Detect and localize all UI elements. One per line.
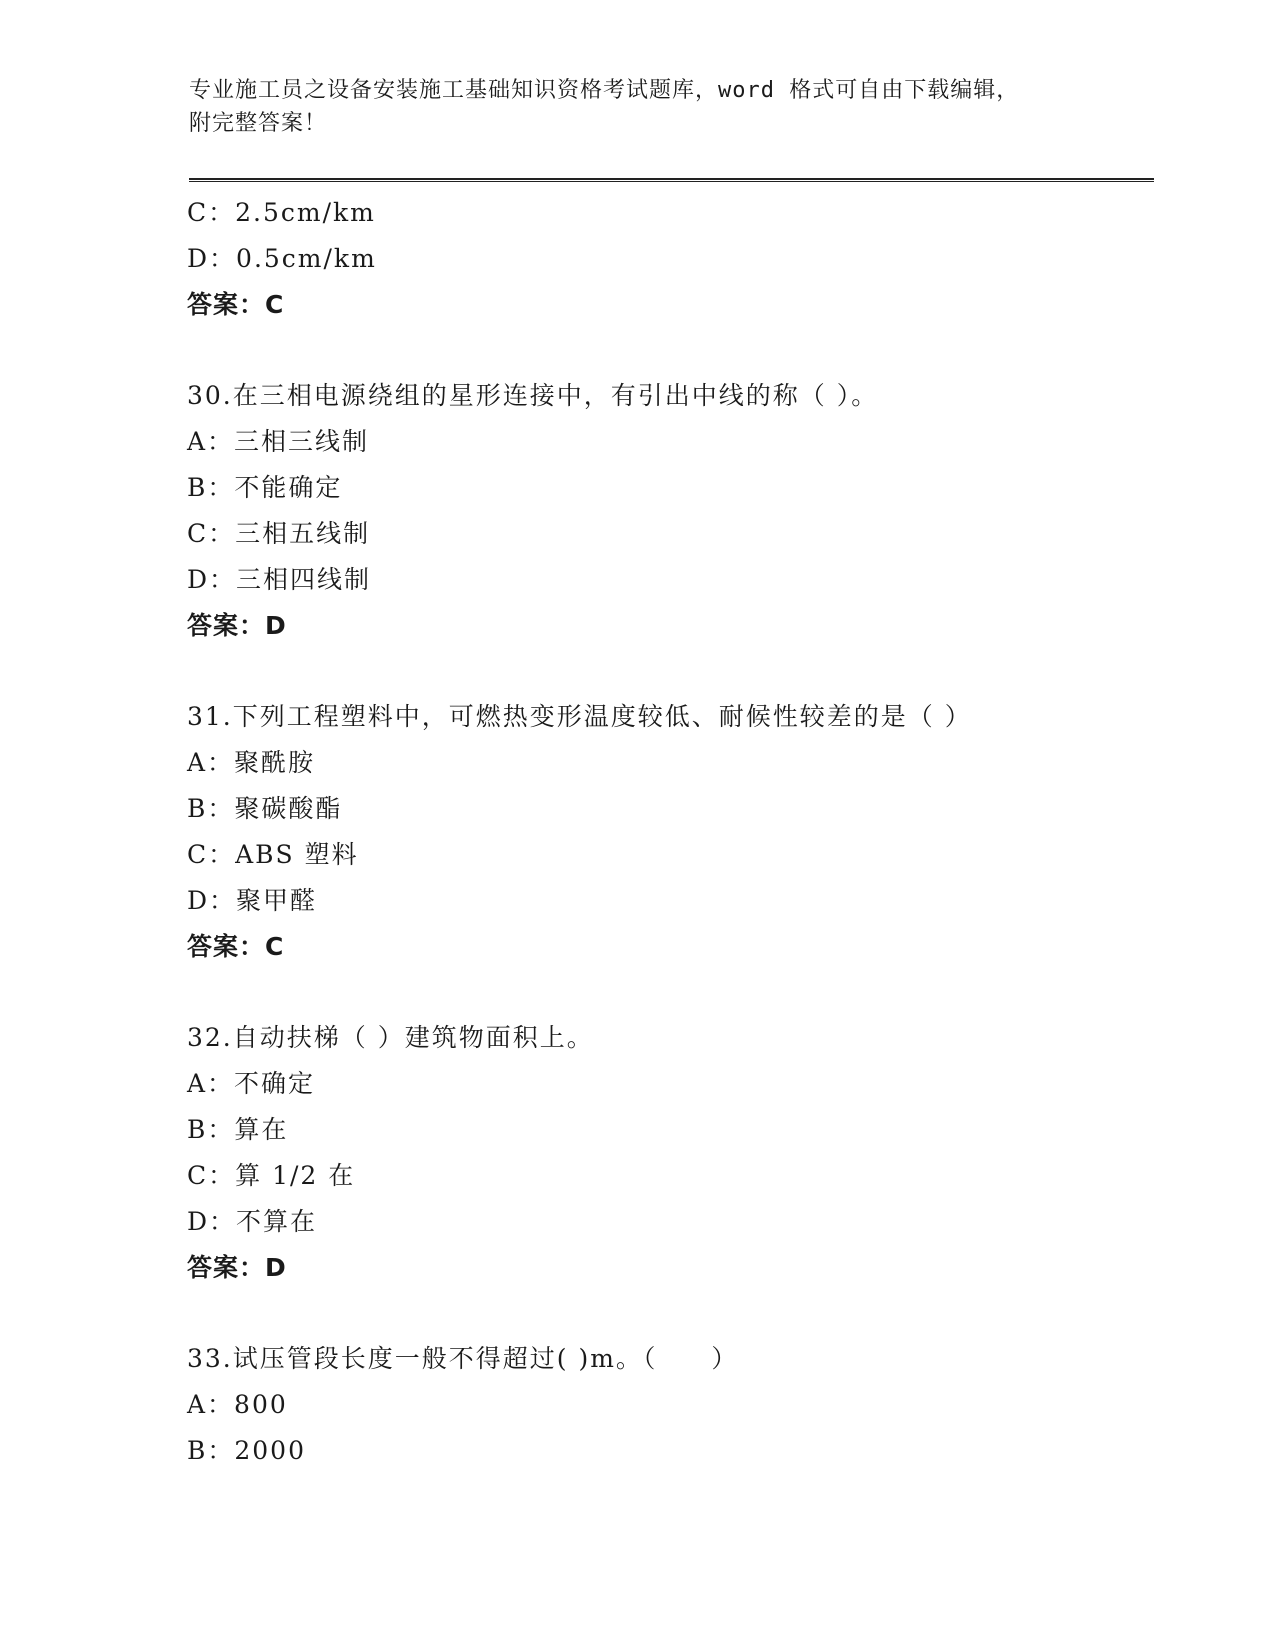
spacer (187, 970, 1147, 1015)
answer-line: 答案：D (187, 1253, 287, 1282)
header-title-line-1: 专业施工员之设备安装施工基础知识资格考试题库，word 格式可自由下载编辑， (189, 78, 1020, 103)
question-stem: 33.试压管段长度一般不得超过( )m。（ ） (187, 1344, 739, 1373)
option-b: B：2000 (187, 1436, 306, 1465)
question-stem: 31.下列工程塑料中，可燃热变形温度较低、耐候性较差的是（ ） (187, 702, 972, 731)
question-29-continued (187, 190, 1147, 328)
spacer (187, 649, 1147, 694)
spacer (187, 1291, 1147, 1336)
document-header (189, 74, 1069, 140)
option-b: B：算在 (187, 1115, 289, 1144)
option-c: C：2.5cm/km (187, 198, 376, 227)
option-a: A：聚酰胺 (187, 748, 316, 777)
option-d: D：0.5cm/km (187, 244, 377, 273)
option-a: A：不确定 (187, 1069, 316, 1098)
header-divider (189, 178, 1154, 182)
question-31 (187, 694, 1147, 970)
option-b: B：聚碳酸酯 (187, 794, 343, 823)
header-title-line-2: 附完整答案！ (189, 111, 328, 136)
question-32 (187, 1015, 1147, 1291)
answer-line: 答案：C (187, 932, 285, 961)
option-b: B：不能确定 (187, 473, 343, 502)
option-c: C：ABS 塑料 (187, 840, 359, 869)
question-stem: 32.自动扶梯（ ）建筑物面积上。 (187, 1023, 594, 1052)
spacer (187, 328, 1147, 373)
question-list (187, 190, 1147, 1474)
option-d: D：聚甲醛 (187, 886, 318, 915)
question-33 (187, 1336, 1147, 1474)
answer-line: 答案：D (187, 611, 287, 640)
option-a: A：800 (187, 1390, 288, 1419)
option-c: C：算 1/2 在 (187, 1161, 356, 1190)
question-30 (187, 373, 1147, 649)
answer-line: 答案：C (187, 290, 285, 319)
question-stem: 30.在三相电源绕组的星形连接中，有引出中线的称（ ）。 (187, 381, 879, 410)
option-c: C：三相五线制 (187, 519, 371, 548)
option-a: A：三相三线制 (187, 427, 370, 456)
option-d: D：三相四线制 (187, 565, 372, 594)
option-d: D：不算在 (187, 1207, 318, 1236)
